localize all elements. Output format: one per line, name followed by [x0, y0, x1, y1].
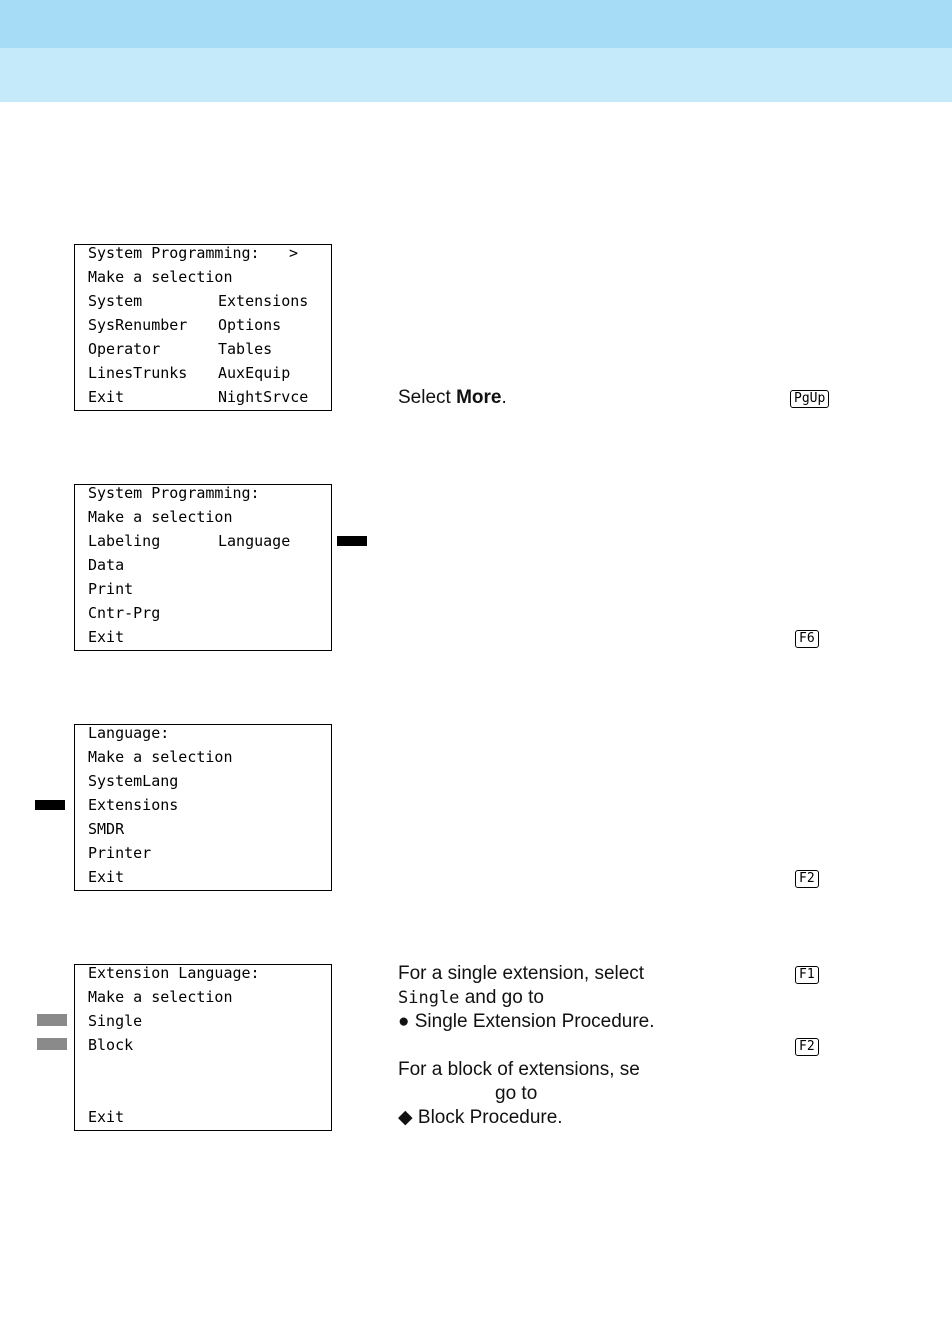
screen-line: Language:	[88, 724, 170, 742]
screen-line: System Programming:	[88, 244, 260, 262]
menu-option-printer[interactable]: Printer	[88, 844, 152, 862]
menu-option-smdr[interactable]: SMDR	[88, 820, 125, 838]
display-screen-language	[74, 724, 332, 891]
screen-line: System Programming:	[88, 484, 260, 502]
screen-line: Make a selection	[88, 988, 233, 1006]
menu-option-exit[interactable]: Exit	[88, 868, 125, 886]
single-extension-procedure-link[interactable]: ● Single Extension Procedure.	[398, 1011, 655, 1032]
header-band-top	[0, 0, 952, 48]
menu-option-single[interactable]: Single	[88, 1012, 143, 1030]
display-screen-system-programming-more	[74, 484, 332, 651]
f6-key[interactable]: F6	[795, 630, 819, 648]
menu-option-sysrenumber[interactable]: SysRenumber	[88, 316, 188, 334]
instruction-single-line2: Single and go to	[398, 987, 544, 1008]
f1-key[interactable]: F1	[795, 966, 819, 984]
menu-option-print[interactable]: Print	[88, 580, 134, 598]
menu-option-tables[interactable]: Tables	[218, 340, 273, 358]
menu-option-systemlang[interactable]: SystemLang	[88, 772, 179, 790]
screen-line: Make a selection	[88, 748, 233, 766]
single-keyword: Single	[398, 988, 460, 1008]
menu-option-data[interactable]: Data	[88, 556, 125, 574]
menu-option-options[interactable]: Options	[218, 316, 282, 334]
selection-marker	[37, 1038, 67, 1050]
selection-marker	[337, 536, 367, 546]
instruction-block-line1: For a block of extensions, se	[398, 1059, 640, 1080]
menu-option-labeling[interactable]: Labeling	[88, 532, 161, 550]
screen-line: Make a selection	[88, 268, 233, 286]
instruction-block-line2: go to	[495, 1083, 538, 1104]
block-procedure-link[interactable]: ◆ Block Procedure.	[398, 1107, 563, 1128]
more-indicator: >	[289, 244, 299, 262]
menu-option-linestrunks[interactable]: LinesTrunks	[88, 364, 188, 382]
menu-option-operator[interactable]: Operator	[88, 340, 161, 358]
selection-marker	[37, 1014, 67, 1026]
menu-option-cntr-prg[interactable]: Cntr-Prg	[88, 604, 161, 622]
screen-line: Extension Language:	[88, 964, 260, 982]
screen-line: Make a selection	[88, 508, 233, 526]
display-screen-extension-language	[74, 964, 332, 1131]
menu-option-language[interactable]: Language	[218, 532, 291, 550]
menu-option-exit[interactable]: Exit	[88, 388, 125, 406]
menu-option-block[interactable]: Block	[88, 1036, 134, 1054]
menu-option-extensions[interactable]: Extensions	[88, 796, 179, 814]
menu-option-auxequip[interactable]: AuxEquip	[218, 364, 291, 382]
f2-key[interactable]: F2	[795, 1038, 819, 1056]
more-label: More	[456, 387, 502, 408]
instruction-single-line1: For a single extension, select	[398, 963, 645, 984]
menu-option-exit[interactable]: Exit	[88, 628, 125, 646]
menu-option-exit[interactable]: Exit	[88, 1108, 125, 1126]
pgup-key[interactable]: PgUp	[790, 390, 829, 408]
instruction-select-more: Select More.	[398, 387, 507, 408]
selection-marker	[35, 800, 65, 810]
display-screen-system-programming	[74, 244, 332, 411]
header-band-bottom	[0, 48, 952, 102]
f2-key[interactable]: F2	[795, 870, 819, 888]
menu-option-system[interactable]: System	[88, 292, 143, 310]
menu-option-nightsrvce[interactable]: NightSrvce	[218, 388, 309, 406]
menu-option-extensions[interactable]: Extensions	[218, 292, 309, 310]
